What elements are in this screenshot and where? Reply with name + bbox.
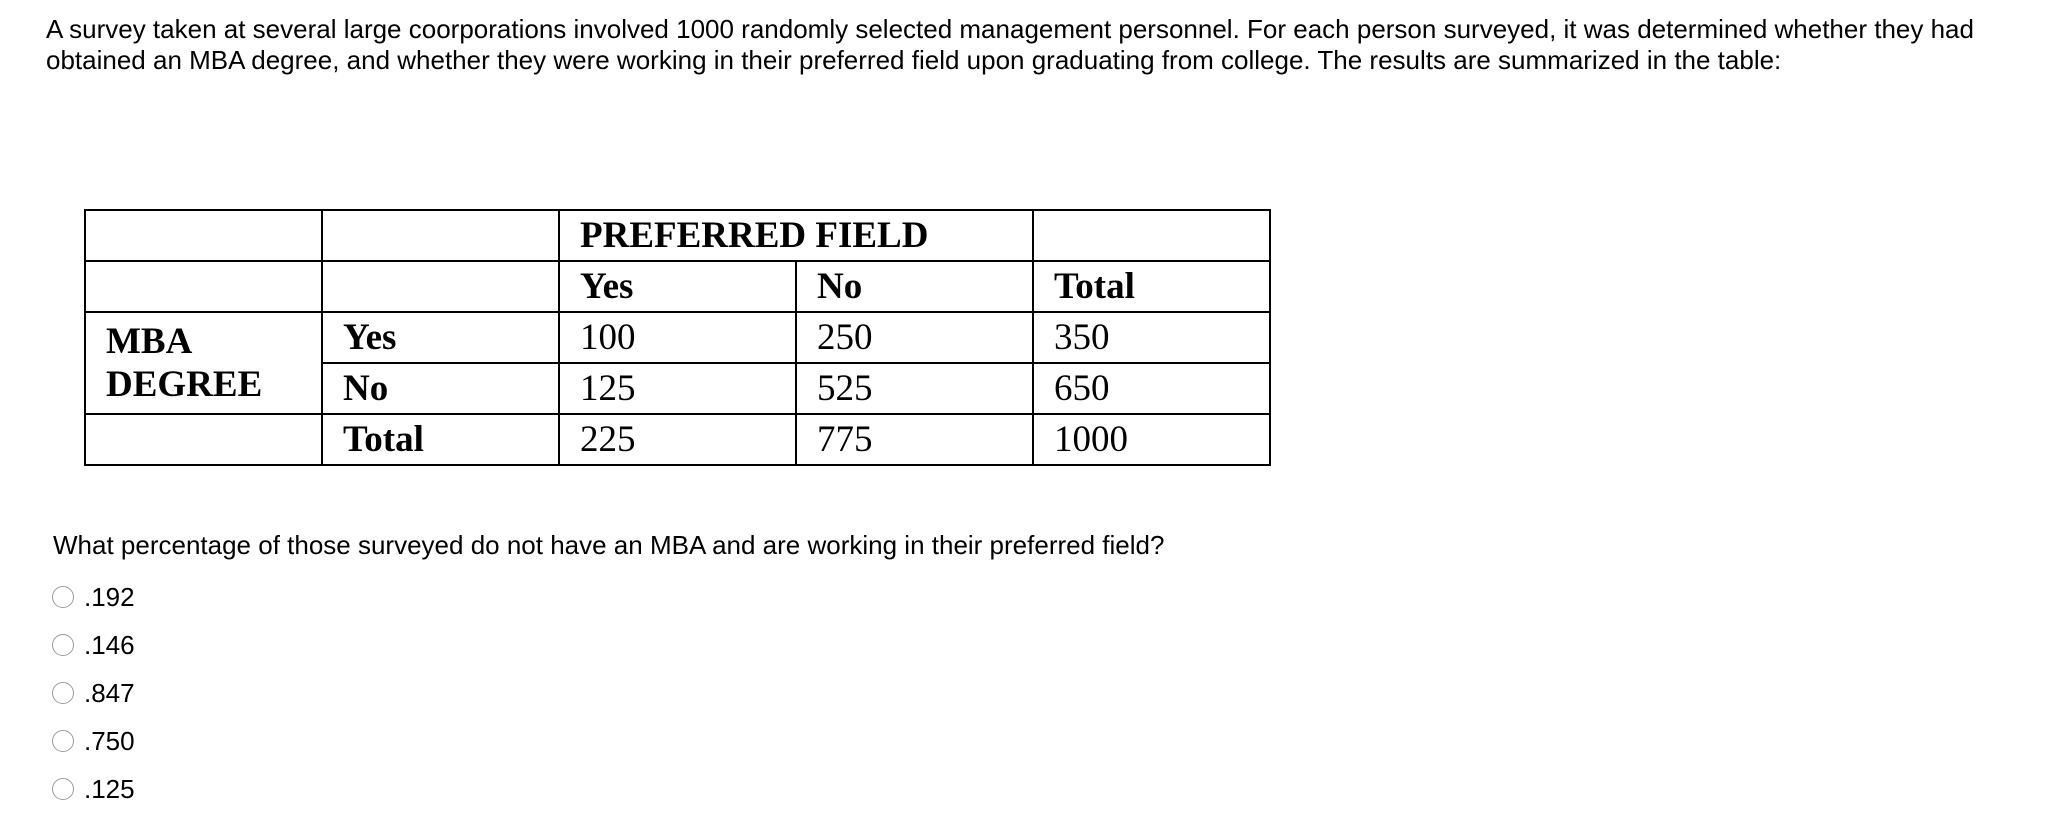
radio-button[interactable] xyxy=(52,586,74,608)
answer-option-2[interactable] xyxy=(52,621,135,669)
row-label-total: Total xyxy=(322,414,559,465)
answer-option-3[interactable] xyxy=(52,669,135,717)
answer-option-label[interactable]: .750 xyxy=(84,725,135,756)
answer-option-5[interactable] xyxy=(52,765,135,813)
column-header-no: No xyxy=(796,261,1033,312)
table-cell: 525 xyxy=(796,363,1033,414)
table-row xyxy=(85,312,1270,363)
answer-option-label[interactable]: .847 xyxy=(84,677,135,708)
table-cell: 125 xyxy=(559,363,796,414)
radio-button[interactable] xyxy=(52,682,74,704)
answer-option-label[interactable]: .125 xyxy=(84,773,135,804)
radio-button[interactable] xyxy=(52,634,74,656)
table-row xyxy=(85,261,1270,312)
table-cell: 775 xyxy=(796,414,1033,465)
radio-button[interactable] xyxy=(52,778,74,800)
row-label-yes: Yes xyxy=(322,312,559,363)
answer-options xyxy=(52,573,135,813)
table-row xyxy=(85,414,1270,465)
table-cell: 350 xyxy=(1033,312,1270,363)
table-row xyxy=(85,210,1270,261)
table-cell-empty xyxy=(322,261,559,312)
contingency-table xyxy=(84,209,1271,466)
column-header-total: Total xyxy=(1033,261,1270,312)
answer-option-label[interactable]: .146 xyxy=(84,629,135,660)
table-cell-empty xyxy=(85,210,322,261)
table-cell: 650 xyxy=(1033,363,1270,414)
table-cell: 250 xyxy=(796,312,1033,363)
answer-option-1[interactable] xyxy=(52,573,135,621)
answer-option-label[interactable]: .192 xyxy=(84,581,135,612)
answer-option-4[interactable] xyxy=(52,717,135,765)
table-cell: 225 xyxy=(559,414,796,465)
row-group-header-line-2: DEGREE xyxy=(106,364,263,405)
row-label-no: No xyxy=(322,363,559,414)
table-cell-empty xyxy=(85,261,322,312)
table-cell: 100 xyxy=(559,312,796,363)
table-cell-empty xyxy=(322,210,559,261)
radio-button[interactable] xyxy=(52,730,74,752)
question-text: What percentage of those surveyed do not have an MBA and are working in their preferred field? xyxy=(53,530,1165,560)
table-cell-empty xyxy=(85,414,322,465)
table-cell: 1000 xyxy=(1033,414,1270,465)
question-intro-text: A survey taken at several large coorporations involved 1000 randomly selected management personnel. For each person surveyed, it was determined whether they had obtained an MBA degree, and whether they were working in their preferred field upon graduating from college. The results are summarized in the table: xyxy=(46,14,1974,75)
column-group-header: PREFERRED FIELD xyxy=(559,210,1033,261)
table-cell-empty xyxy=(1033,210,1270,261)
contingency-table-container xyxy=(84,209,1271,466)
column-header-yes: Yes xyxy=(559,261,796,312)
row-group-header xyxy=(85,312,322,414)
row-group-header-line-1: MBA xyxy=(106,321,193,362)
